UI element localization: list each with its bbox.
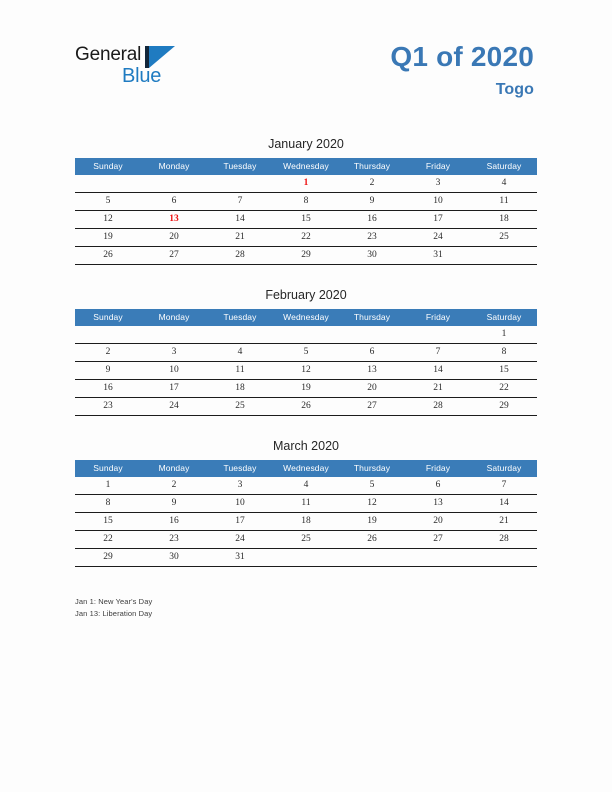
calendar-day-empty — [405, 549, 471, 567]
weekday-header-thursday: Thursday — [339, 309, 405, 326]
calendar-day-empty — [471, 549, 537, 567]
month-block-march — [75, 438, 537, 567]
calendar-day-cell[interactable]: 29 — [75, 549, 141, 567]
calendar-day-cell[interactable]: 15 — [75, 513, 141, 531]
calendar-day-cell[interactable]: 1 — [471, 326, 537, 344]
calendar-day-cell[interactable]: 31 — [405, 247, 471, 265]
calendar-week-row — [75, 513, 537, 531]
weekday-header-row — [75, 158, 537, 175]
calendar-day-cell[interactable]: 8 — [75, 495, 141, 513]
calendar-day-empty — [273, 326, 339, 344]
calendar-day-cell[interactable]: 5 — [75, 193, 141, 211]
calendar-day-cell[interactable]: 24 — [405, 229, 471, 247]
calendar-day-cell-holiday[interactable]: 13 — [141, 211, 207, 229]
brand-logo[interactable] — [75, 44, 255, 96]
calendar-day-cell[interactable]: 14 — [405, 362, 471, 380]
calendar-day-cell[interactable]: 4 — [471, 175, 537, 193]
calendar-week-row — [75, 344, 537, 362]
title-block — [390, 40, 534, 100]
weekday-header-thursday: Thursday — [339, 460, 405, 477]
calendar-day-cell[interactable]: 29 — [471, 398, 537, 416]
calendar-day-cell[interactable]: 23 — [75, 398, 141, 416]
calendar-grid-january — [75, 158, 537, 265]
weekday-header-row — [75, 460, 537, 477]
page-title: Q1 of 2020 — [390, 41, 534, 72]
weekday-header-wednesday: Wednesday — [273, 158, 339, 175]
page-header — [0, 0, 612, 130]
calendar-day-cell[interactable]: 17 — [141, 380, 207, 398]
holiday-notes-list — [75, 596, 415, 620]
calendar-week-row — [75, 398, 537, 416]
holiday-note-item: Jan 13: Liberation Day — [75, 609, 153, 618]
calendar-day-cell[interactable]: 26 — [273, 398, 339, 416]
calendar-day-cell[interactable]: 8 — [471, 344, 537, 362]
calendar-body — [75, 175, 537, 265]
calendar-day-cell[interactable]: 25 — [471, 229, 537, 247]
calendar-week-row — [75, 247, 537, 265]
calendar-day-cell[interactable]: 4 — [207, 344, 273, 362]
calendar-day-cell[interactable]: 18 — [207, 380, 273, 398]
calendar-day-cell[interactable]: 30 — [339, 247, 405, 265]
calendar-day-cell[interactable]: 20 — [141, 229, 207, 247]
month-title: March 2020 — [272, 439, 339, 453]
calendar-day-cell[interactable]: 3 — [405, 175, 471, 193]
calendar-day-cell[interactable]: 19 — [273, 380, 339, 398]
calendar-day-cell[interactable]: 7 — [207, 193, 273, 211]
weekday-header-sunday: Sunday — [75, 158, 141, 175]
calendar-day-cell[interactable]: 10 — [141, 362, 207, 380]
calendar-day-cell[interactable]: 12 — [339, 495, 405, 513]
calendar-week-row — [75, 229, 537, 247]
calendar-day-cell[interactable]: 22 — [471, 380, 537, 398]
calendar-day-cell[interactable]: 12 — [75, 211, 141, 229]
calendar-day-cell-holiday[interactable]: 1 — [273, 175, 339, 193]
calendar-day-cell[interactable]: 9 — [75, 362, 141, 380]
calendar-day-cell[interactable]: 16 — [339, 211, 405, 229]
calendar-day-cell[interactable]: 8 — [273, 193, 339, 211]
calendar-day-empty — [471, 247, 537, 265]
holiday-note-item: Jan 1: New Year's Day — [75, 597, 153, 606]
calendar-day-cell[interactable]: 19 — [75, 229, 141, 247]
calendar-day-empty — [75, 175, 141, 193]
calendar-day-cell[interactable]: 17 — [207, 513, 273, 531]
weekday-header-monday: Monday — [141, 158, 207, 175]
calendar-day-cell[interactable]: 18 — [273, 513, 339, 531]
calendar-day-empty — [141, 175, 207, 193]
month-block-february — [75, 287, 537, 416]
calendar-day-cell[interactable]: 9 — [141, 495, 207, 513]
calendar-day-cell[interactable]: 2 — [75, 344, 141, 362]
weekday-header-monday: Monday — [141, 460, 207, 477]
calendar-day-cell[interactable]: 4 — [273, 477, 339, 495]
calendar-day-cell[interactable]: 23 — [141, 531, 207, 549]
calendar-day-cell[interactable]: 27 — [339, 398, 405, 416]
calendar-day-cell[interactable]: 21 — [471, 513, 537, 531]
weekday-header-wednesday: Wednesday — [273, 309, 339, 326]
calendar-week-row — [75, 193, 537, 211]
calendar-day-empty — [405, 326, 471, 344]
calendar-day-cell[interactable]: 1 — [75, 477, 141, 495]
calendar-day-empty — [141, 326, 207, 344]
calendar-day-cell[interactable]: 21 — [405, 380, 471, 398]
calendar-day-cell[interactable]: 26 — [75, 247, 141, 265]
month-title: February 2020 — [265, 288, 347, 302]
calendar-day-cell[interactable]: 16 — [75, 380, 141, 398]
calendar-day-cell[interactable]: 5 — [339, 477, 405, 495]
calendar-day-cell[interactable]: 10 — [405, 193, 471, 211]
calendar-day-cell[interactable]: 25 — [207, 398, 273, 416]
calendar-day-cell[interactable]: 9 — [339, 193, 405, 211]
calendar-day-cell[interactable]: 17 — [405, 211, 471, 229]
calendar-week-row — [75, 477, 537, 495]
calendar-day-cell[interactable]: 20 — [339, 380, 405, 398]
weekday-header-wednesday: Wednesday — [273, 460, 339, 477]
calendar-day-cell[interactable]: 27 — [405, 531, 471, 549]
calendar-day-empty — [339, 326, 405, 344]
calendar-day-cell[interactable]: 7 — [471, 477, 537, 495]
weekday-header-tuesday: Tuesday — [207, 309, 273, 326]
calendar-day-empty — [207, 326, 273, 344]
calendar-day-cell[interactable]: 7 — [405, 344, 471, 362]
calendar-week-row — [75, 362, 537, 380]
calendar-day-empty — [207, 175, 273, 193]
calendar-week-row — [75, 380, 537, 398]
calendar-day-cell[interactable]: 18 — [471, 211, 537, 229]
weekday-header-tuesday: Tuesday — [207, 460, 273, 477]
calendar-day-empty — [339, 549, 405, 567]
calendar-day-cell[interactable]: 24 — [207, 531, 273, 549]
calendar-week-row — [75, 549, 537, 567]
calendar-day-cell[interactable]: 19 — [339, 513, 405, 531]
calendar-body — [75, 477, 537, 567]
calendar-day-cell[interactable]: 26 — [339, 531, 405, 549]
calendar-day-cell[interactable]: 14 — [471, 495, 537, 513]
calendar-day-cell[interactable]: 3 — [141, 344, 207, 362]
weekday-header-tuesday: Tuesday — [207, 158, 273, 175]
calendar-day-cell[interactable]: 6 — [405, 477, 471, 495]
calendar-day-cell[interactable]: 24 — [141, 398, 207, 416]
calendar-day-cell[interactable]: 22 — [75, 531, 141, 549]
calendar-day-cell[interactable]: 20 — [405, 513, 471, 531]
calendar-day-cell[interactable]: 6 — [339, 344, 405, 362]
calendar-week-row — [75, 495, 537, 513]
calendar-day-cell[interactable]: 15 — [471, 362, 537, 380]
calendar-week-row — [75, 531, 537, 549]
calendar-day-cell[interactable]: 25 — [273, 531, 339, 549]
weekday-header-friday: Friday — [405, 158, 471, 175]
weekday-header-sunday: Sunday — [75, 460, 141, 477]
calendar-day-cell[interactable]: 15 — [273, 211, 339, 229]
calendar-day-cell[interactable]: 23 — [339, 229, 405, 247]
calendar-day-cell[interactable]: 12 — [273, 362, 339, 380]
calendar-week-row — [75, 211, 537, 229]
weekday-header-friday: Friday — [405, 460, 471, 477]
calendar-day-cell[interactable]: 6 — [141, 193, 207, 211]
calendar-day-empty — [273, 549, 339, 567]
weekday-header-sunday: Sunday — [75, 309, 141, 326]
calendar-day-cell[interactable]: 28 — [405, 398, 471, 416]
calendar-day-cell[interactable]: 16 — [141, 513, 207, 531]
month-title: January 2020 — [268, 137, 344, 151]
weekday-header-monday: Monday — [141, 309, 207, 326]
calendar-day-cell[interactable]: 28 — [471, 531, 537, 549]
weekday-header-friday: Friday — [405, 309, 471, 326]
calendar-day-cell[interactable]: 11 — [471, 193, 537, 211]
month-block-january — [75, 136, 537, 265]
calendar-day-cell[interactable]: 11 — [273, 495, 339, 513]
calendar-day-cell[interactable]: 28 — [207, 247, 273, 265]
calendar-day-cell[interactable]: 22 — [273, 229, 339, 247]
calendar-grid-march — [75, 460, 537, 567]
calendar-week-row — [75, 326, 537, 344]
calendar-grid-february — [75, 309, 537, 416]
calendar-day-cell[interactable]: 3 — [207, 477, 273, 495]
logo-text-general: General — [75, 44, 142, 65]
region-subtitle: Togo — [495, 81, 534, 98]
calendar-day-cell[interactable]: 2 — [339, 175, 405, 193]
calendar-day-cell[interactable]: 21 — [207, 229, 273, 247]
weekday-header-thursday: Thursday — [339, 158, 405, 175]
calendar-day-cell[interactable]: 29 — [273, 247, 339, 265]
calendar-day-cell[interactable]: 10 — [207, 495, 273, 513]
calendar-day-cell[interactable]: 13 — [405, 495, 471, 513]
calendar-week-row — [75, 175, 537, 193]
calendar-day-cell[interactable]: 31 — [207, 549, 273, 567]
calendar-day-cell[interactable]: 27 — [141, 247, 207, 265]
calendar-day-cell[interactable]: 2 — [141, 477, 207, 495]
weekday-header-saturday: Saturday — [471, 460, 537, 477]
logo-text-blue: Blue — [122, 65, 162, 87]
calendar-body — [75, 326, 537, 416]
calendar-day-cell[interactable]: 30 — [141, 549, 207, 567]
weekday-header-row — [75, 309, 537, 326]
calendar-day-empty — [75, 326, 141, 344]
weekday-header-saturday: Saturday — [471, 158, 537, 175]
weekday-header-saturday: Saturday — [471, 309, 537, 326]
calendar-day-cell[interactable]: 5 — [273, 344, 339, 362]
calendar-day-cell[interactable]: 14 — [207, 211, 273, 229]
calendar-day-cell[interactable]: 11 — [207, 362, 273, 380]
calendar-day-cell[interactable]: 13 — [339, 362, 405, 380]
